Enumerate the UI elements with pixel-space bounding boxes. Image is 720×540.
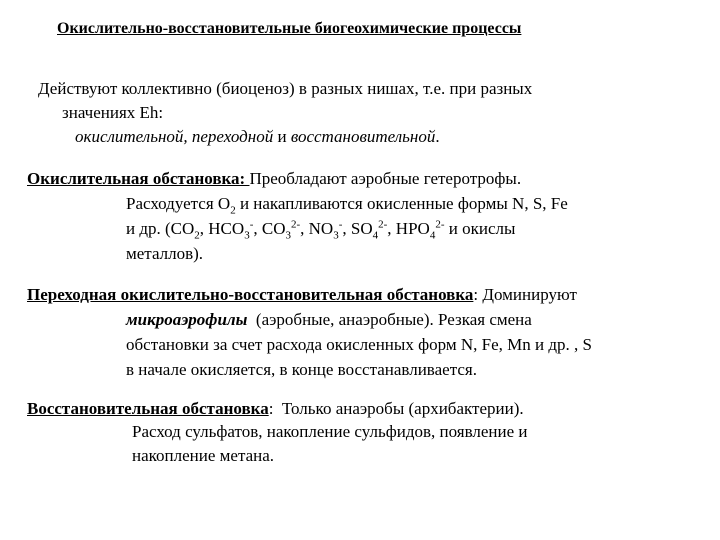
- intro-emph-1: окислительной, переходной: [75, 127, 274, 146]
- reducing-line-2: Расход сульфатов, накопление сульфидов, появление и: [132, 422, 528, 441]
- transitional-heading-line: [27, 284, 577, 306]
- superscript: 2-: [290, 218, 301, 231]
- subscript: 2: [194, 229, 200, 242]
- transitional-line-2: [126, 309, 532, 331]
- transitional-line-4: в начале окисляется, в конце восстанавливается.: [126, 360, 477, 379]
- reducing-heading: Восстановительная обстановка: [27, 399, 269, 418]
- page-title: Окислительно-восстановительные биогеохимические процессы: [57, 20, 522, 37]
- text: Расходуется О: [126, 194, 231, 213]
- oxidative-heading-line: [27, 168, 521, 190]
- subscript: 4: [372, 229, 379, 242]
- text: , CO: [253, 219, 286, 238]
- text: , SO: [342, 219, 373, 238]
- reducing-line-3: накопление метана.: [132, 446, 275, 465]
- superscript: 2-: [378, 218, 388, 231]
- text: , HPO: [387, 219, 430, 238]
- oxidative-line-3: [126, 218, 515, 240]
- microaerophiles-term: микроаэрофилы: [126, 310, 248, 329]
- intro-line-2: значениях Eh:: [62, 103, 164, 122]
- oxidative-heading: Окислительная обстановка:: [27, 169, 250, 188]
- transitional-lead: : Доминируют: [473, 285, 577, 304]
- intro-emph-2: восстановительной: [290, 127, 436, 146]
- intro-period: .: [435, 127, 440, 146]
- oxidative-line-2: [126, 193, 568, 215]
- text: , HCO: [199, 219, 245, 238]
- superscript: -: [249, 218, 254, 231]
- oxidative-line-4: металлов).: [126, 244, 204, 263]
- oxidative-lead: Преобладают аэробные гетеротрофы.: [249, 169, 522, 188]
- intro-line-1: Действуют коллективно (биоценоз) в разных нишах, т.е. при разных: [38, 79, 533, 98]
- reducing-lead: : Только анаэробы (архибактерии).: [268, 399, 524, 418]
- text: , NO: [300, 219, 334, 238]
- subscript: 3: [244, 229, 250, 242]
- superscript: 2-: [435, 218, 445, 231]
- reducing-heading-line: [27, 398, 524, 420]
- subscript: 3: [285, 229, 291, 242]
- transitional-heading: Переходная окислительно-восстановительная обстановка: [27, 285, 474, 304]
- superscript: -: [338, 218, 343, 231]
- text: и окислы: [444, 219, 516, 238]
- text: и накапливаются окисленные формы N, S, Fe: [235, 194, 568, 213]
- subscript: 2: [230, 204, 236, 217]
- intro-line-3: [75, 126, 440, 148]
- intro-and: и: [273, 127, 291, 146]
- subscript: 4: [429, 229, 436, 242]
- transitional-line-3: обстановки за счет расхода окисленных форм N, Fe, Mn и др. , S: [126, 335, 592, 354]
- subscript: 3: [333, 229, 339, 242]
- text: и др. (CO: [126, 219, 195, 238]
- text: (аэробные, анаэробные). Резкая смена: [247, 310, 532, 329]
